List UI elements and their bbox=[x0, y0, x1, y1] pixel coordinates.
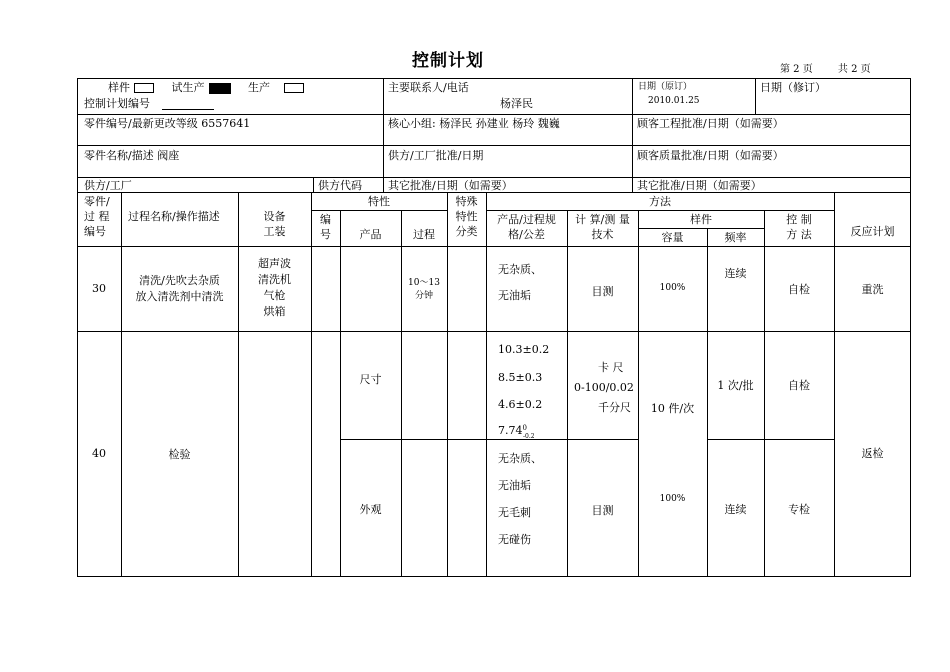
trial-checkbox-checked bbox=[209, 83, 231, 94]
col-char-no-2: 号 bbox=[320, 228, 331, 241]
col-equipment-1: 设备 bbox=[263, 210, 286, 223]
row30-equip-3: 气枪 bbox=[263, 289, 286, 302]
contact-value: 杨泽民 bbox=[500, 97, 533, 110]
doc-type-row bbox=[108, 81, 308, 94]
row40-control-b: 专检 bbox=[788, 503, 810, 516]
row40-spec-a-4-value: 7.74 bbox=[498, 424, 523, 437]
supplier-approval-label: 供方/工厂批准/日期 bbox=[388, 149, 484, 162]
row30-eval: 目测 bbox=[591, 285, 614, 298]
col-reaction: 反应计划 bbox=[850, 225, 895, 238]
plan-number-field bbox=[162, 99, 214, 110]
col-process-name: 过程名称/操作描述 bbox=[128, 210, 220, 223]
row40-control-a: 自检 bbox=[788, 379, 810, 392]
row30-freq: 连续 bbox=[724, 267, 747, 280]
col-char-product: 产品 bbox=[359, 228, 382, 241]
row40-spec-a-1: 10.3±0.2 bbox=[498, 343, 550, 356]
other-approval-2: 其它批准/日期（如需要） bbox=[637, 179, 762, 192]
col-special-2: 特性 bbox=[455, 210, 478, 223]
row40-freq-b: 连续 bbox=[724, 503, 747, 516]
supplier-plant-label: 供方/工厂 bbox=[84, 179, 132, 192]
plan-number-label: 控制计划编号 bbox=[84, 97, 150, 110]
part-number-label: 零件编号/最新更改等级 6557641 bbox=[84, 117, 251, 130]
row30-size: 100% bbox=[659, 283, 686, 293]
row40-size-a: 10 件/次 bbox=[650, 402, 695, 415]
row40-eval-a-1: 卡 尺 bbox=[598, 361, 624, 374]
row30-control: 自检 bbox=[788, 283, 810, 296]
row40-spec-a-4-lower-tolerance: -0.2 bbox=[522, 433, 535, 440]
col-spec-2: 格/公差 bbox=[508, 228, 545, 241]
sample-checkbox bbox=[134, 83, 154, 93]
row40-eval-a-2: 0-100/0.02 bbox=[574, 381, 634, 394]
page-title: 控制计划 bbox=[412, 51, 484, 71]
trial-label: 试生产 bbox=[171, 81, 205, 94]
row40-freq-a: 1 次/批 bbox=[717, 379, 754, 392]
col-special-3: 分类 bbox=[455, 225, 478, 238]
col-characteristics: 特性 bbox=[368, 195, 390, 208]
col-eval-1: 计 算/测 量 bbox=[575, 213, 630, 226]
row40-spec-a-4-upper-tolerance: 0 bbox=[522, 424, 527, 432]
row30-process-1: 10～13 bbox=[408, 278, 440, 288]
col-method: 方法 bbox=[649, 195, 671, 208]
col-char-process: 过程 bbox=[413, 228, 435, 241]
row30-name-1: 清洗/先吹去杂质 bbox=[139, 274, 220, 287]
row40-spec-b-2: 无油垢 bbox=[498, 479, 531, 492]
page-current: 第 2 页 bbox=[780, 64, 813, 75]
other-approval-1: 其它批准/日期（如需要） bbox=[388, 179, 513, 192]
row40-product-appearance: 外观 bbox=[359, 503, 382, 516]
customer-quality-approval-label: 顾客质量批准/日期（如需要） bbox=[637, 149, 784, 162]
row40-spec-a-2: 8.5±0.3 bbox=[498, 371, 543, 384]
col-part-no-2: 过 程 bbox=[84, 210, 110, 223]
col-sample: 样件 bbox=[690, 213, 712, 226]
col-eval-2: 技术 bbox=[591, 228, 614, 241]
row40-spec-b-4: 无碰伤 bbox=[498, 533, 531, 546]
row30-spec-2: 无油垢 bbox=[498, 289, 531, 302]
row30-name-2: 放入清洗剂中清洗 bbox=[135, 290, 224, 303]
plan-number-row bbox=[84, 97, 214, 110]
date-original-label: 日期（原订） bbox=[638, 82, 693, 92]
page-total: 共 2 页 bbox=[837, 64, 871, 75]
row30-no: 30 bbox=[92, 282, 106, 295]
row30-equip-1: 超声波 bbox=[258, 257, 291, 270]
row40-eval-b: 目测 bbox=[591, 504, 614, 517]
contact-label: 主要联系人/电话 bbox=[388, 81, 469, 94]
col-equipment-2: 工装 bbox=[263, 225, 286, 238]
supplier-code-label: 供方代码 bbox=[318, 179, 362, 192]
row40-product-dimension: 尺寸 bbox=[359, 373, 382, 386]
sample-label: 样件 bbox=[108, 81, 130, 94]
row40-size-b: 100% bbox=[659, 494, 686, 504]
col-sample-size: 容量 bbox=[661, 231, 684, 244]
row40-spec-b-3: 无毛刺 bbox=[498, 506, 531, 519]
date-revised-label: 日期（修订） bbox=[760, 81, 826, 94]
col-special-1: 特殊 bbox=[455, 195, 478, 208]
row40-spec-a-3: 4.6±0.2 bbox=[498, 398, 543, 411]
production-label: 生产 bbox=[248, 81, 270, 94]
row30-equip-2: 清洗机 bbox=[258, 273, 291, 286]
row40-no: 40 bbox=[92, 447, 106, 460]
date-original-value: 2010.01.25 bbox=[648, 96, 700, 106]
row40-eval-a-3: 千分尺 bbox=[598, 401, 631, 414]
row40-spec-b-1: 无杂质、 bbox=[498, 452, 542, 465]
row40-name: 检验 bbox=[168, 448, 191, 461]
col-char-no-1: 编 bbox=[320, 213, 331, 226]
row30-process-2: 分钟 bbox=[414, 291, 433, 301]
row40-reaction: 返检 bbox=[861, 447, 884, 460]
col-control-2: 方 法 bbox=[786, 228, 812, 241]
customer-eng-approval-label: 顾客工程批准/日期（如需要） bbox=[637, 117, 784, 130]
row40-spec-a-4 bbox=[498, 424, 539, 440]
production-checkbox bbox=[284, 83, 304, 93]
col-part-no-3: 编号 bbox=[84, 225, 106, 238]
col-control-1: 控 制 bbox=[786, 213, 812, 226]
row30-reaction: 重洗 bbox=[861, 283, 884, 296]
col-spec-1: 产品/过程规 bbox=[497, 213, 556, 226]
row30-equip-4: 烘箱 bbox=[263, 305, 286, 318]
row30-spec-1: 无杂质、 bbox=[498, 263, 542, 276]
part-name-label: 零件名称/描述 阀座 bbox=[84, 149, 180, 162]
col-part-no-1: 零件/ bbox=[84, 195, 110, 208]
col-sample-freq: 频率 bbox=[724, 231, 747, 244]
core-team-label: 核心小组: 杨泽民 孙建业 杨玲 魏巍 bbox=[388, 117, 560, 130]
